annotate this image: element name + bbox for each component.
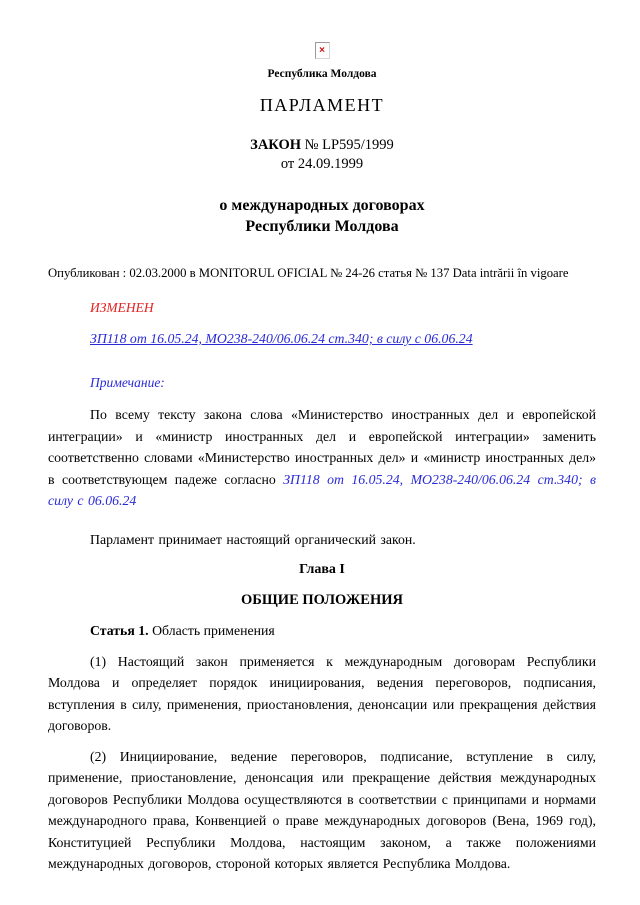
published-line: Опубликован : 02.03.2000 в MONITORUL OFICIAL № 24-26 статья № 137 Data intrării în vigoare (48, 266, 569, 280)
law-title-line1: о международных договорах (219, 197, 425, 214)
law-title (48, 195, 596, 237)
chapter-number: Глава I (299, 562, 345, 577)
law-title-line2: Республики Молдова (245, 218, 399, 235)
law-label: ЗАКОН (250, 137, 302, 153)
country-name: Республика Молдова (267, 68, 377, 80)
broken-image-icon (315, 42, 330, 59)
amendment-status: ИЗМЕНЕН (90, 300, 154, 315)
law-number: № LP595/1999 (304, 137, 394, 153)
amendment-link[interactable]: ЗП118 от 16.05.24, MO238-240/06.06.24 ст.340; в силу с 06.06.24 (90, 331, 473, 346)
note-paragraph (48, 404, 596, 512)
preamble-paragraph: Парламент принимает настоящий органический закон. (90, 531, 416, 547)
broken-image-x-glyph: × (319, 44, 325, 56)
article-heading (48, 620, 596, 642)
article-title: Область применения (152, 623, 275, 638)
article-paragraph: (2) Инициирование, ведение переговоров, подписание, вступление в силу, применение, приостановление, денонсация или прекращение действия международных договоров Республики Молдова осуществляются в соответствии с принципами и нормами международного права, Конвенцией о праве международных договоров (Вена, 1969 год), Конституцией Республики Молдова, настоящим законом, а также положениями международных договоров, стороной которых является Республика Молдова. (48, 748, 596, 871)
law-date: от 24.09.1999 (280, 156, 364, 172)
article-label: Статья 1. (90, 623, 149, 638)
note-body-text: По всему тексту закона слова «Министерство иностранных дел и европейской интеграции» и «министр иностранных дел и европейской интеграции» заменить соответственно словами «Министерство иностранных дел» и «министр иностранных дел» в соответствующем падеже согласно (48, 407, 596, 487)
chapter-title: ОБЩИЕ ПОЛОЖЕНИЯ (241, 591, 403, 608)
article-paragraph: (1) Настоящий закон применяется к международным договорам Республики Молдова и определяет порядок инициирования, ведения переговоров, подписания, вступления в силу, применения, приостановления, денонсации или прекращения действия договоров. (48, 653, 596, 733)
law-number-line (48, 136, 596, 155)
note-amendment-link[interactable]: ЗП118 от 16.05.24, MO238-240/06.06.24 ст.340; в силу с 06.06.24 (48, 471, 596, 508)
note-label: Примечание: (90, 375, 165, 390)
institution-name: ПАРЛАМЕНТ (259, 95, 385, 115)
